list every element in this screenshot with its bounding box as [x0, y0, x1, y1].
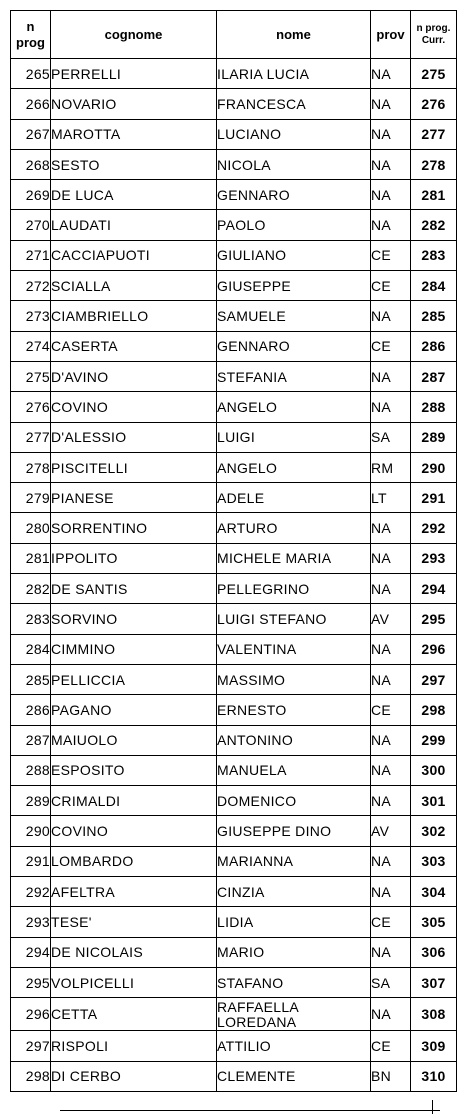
header-row [11, 11, 457, 59]
row-n-prog-curr: 293 [411, 543, 457, 573]
row-cognome: CACCIAPUOTI [51, 240, 217, 270]
row-cognome: AFELTRA [51, 877, 217, 907]
table-row [11, 1031, 457, 1061]
row-n-prog: 266 [11, 89, 51, 119]
row-n-prog-curr: 297 [411, 664, 457, 694]
table-row [11, 422, 457, 452]
row-n-prog-curr: 309 [411, 1031, 457, 1061]
row-cognome: IPPOLITO [51, 543, 217, 573]
header-nome: nome [217, 11, 371, 59]
row-nome: GIULIANO [217, 240, 371, 270]
row-n-prog-curr: 300 [411, 755, 457, 785]
row-prov: AV [371, 816, 411, 846]
row-nome: LUCIANO [217, 119, 371, 149]
row-nome: GENNARO [217, 180, 371, 210]
row-nome: MANUELA [217, 755, 371, 785]
row-cognome: DE NICOLAIS [51, 937, 217, 967]
row-cognome: D'ALESSIO [51, 422, 217, 452]
row-cognome: CRIMALDI [51, 786, 217, 816]
row-n-prog-curr: 298 [411, 695, 457, 725]
table-row [11, 816, 457, 846]
header-n-prog [11, 11, 51, 59]
row-nome: VALENTINA [217, 634, 371, 664]
row-n-prog: 289 [11, 786, 51, 816]
row-n-prog: 297 [11, 1031, 51, 1061]
row-prov: CE [371, 695, 411, 725]
table-row [11, 937, 457, 967]
row-n-prog: 270 [11, 210, 51, 240]
row-nome: ADELE [217, 483, 371, 513]
row-prov: NA [371, 180, 411, 210]
row-cognome: PERRELLI [51, 59, 217, 89]
roster-sheet [10, 10, 456, 1092]
row-nome: STAFANO [217, 967, 371, 997]
row-n-prog: 280 [11, 513, 51, 543]
row-n-prog: 272 [11, 271, 51, 301]
row-nome: FRANCESCA [217, 89, 371, 119]
header-n-prog-line2: prog [16, 34, 45, 50]
table-row [11, 755, 457, 785]
row-cognome: LAUDATI [51, 210, 217, 240]
footer-tick [432, 1100, 433, 1114]
row-n-prog-curr: 286 [411, 331, 457, 361]
table-row [11, 725, 457, 755]
row-n-prog: 292 [11, 877, 51, 907]
table-row [11, 361, 457, 391]
row-n-prog-curr: 275 [411, 59, 457, 89]
table-row [11, 846, 457, 876]
table-row [11, 543, 457, 573]
row-n-prog-curr: 308 [411, 998, 457, 1031]
row-nome: GIUSEPPE DINO [217, 816, 371, 846]
row-n-prog: 278 [11, 452, 51, 482]
row-nome: LIDIA [217, 907, 371, 937]
row-cognome: DE SANTIS [51, 574, 217, 604]
row-n-prog-curr: 291 [411, 483, 457, 513]
row-n-prog-curr: 277 [411, 119, 457, 149]
header-n-prog-line1: n [26, 18, 35, 34]
row-n-prog: 294 [11, 937, 51, 967]
row-prov: NA [371, 574, 411, 604]
row-nome: PAOLO [217, 210, 371, 240]
row-nome: ANGELO [217, 392, 371, 422]
row-n-prog-curr: 303 [411, 846, 457, 876]
table-row [11, 574, 457, 604]
row-n-prog-curr: 301 [411, 786, 457, 816]
row-n-prog: 291 [11, 846, 51, 876]
row-prov: NA [371, 725, 411, 755]
row-prov: NA [371, 119, 411, 149]
row-n-prog-curr: 310 [411, 1061, 457, 1091]
row-prov: NA [371, 301, 411, 331]
table-row [11, 634, 457, 664]
row-prov: NA [371, 149, 411, 179]
row-n-prog: 287 [11, 725, 51, 755]
row-prov: NA [371, 543, 411, 573]
row-cognome: MAROTTA [51, 119, 217, 149]
row-n-prog: 288 [11, 755, 51, 785]
row-n-prog-curr: 292 [411, 513, 457, 543]
row-nome: MARIO [217, 937, 371, 967]
row-nome: PELLEGRINO [217, 574, 371, 604]
row-n-prog-curr: 284 [411, 271, 457, 301]
row-prov: SA [371, 967, 411, 997]
row-cognome: COVINO [51, 392, 217, 422]
header-curr-line1: n prog. [416, 22, 451, 34]
row-n-prog-curr: 289 [411, 422, 457, 452]
row-cognome: VOLPICELLI [51, 967, 217, 997]
row-n-prog: 286 [11, 695, 51, 725]
row-n-prog-curr: 306 [411, 937, 457, 967]
row-nome: RAFFAELLA LOREDANA [217, 998, 371, 1031]
row-n-prog: 293 [11, 907, 51, 937]
row-n-prog: 281 [11, 543, 51, 573]
header-curr-line2: Curr. [421, 34, 446, 46]
row-n-prog-curr: 287 [411, 361, 457, 391]
row-nome: ANTONINO [217, 725, 371, 755]
row-nome: ERNESTO [217, 695, 371, 725]
row-n-prog: 285 [11, 664, 51, 694]
row-prov: NA [371, 59, 411, 89]
table-row [11, 786, 457, 816]
table-row [11, 664, 457, 694]
table-row [11, 998, 457, 1031]
row-prov: NA [371, 998, 411, 1031]
roster-table [10, 10, 457, 1092]
row-n-prog-curr: 302 [411, 816, 457, 846]
row-nome: CINZIA [217, 877, 371, 907]
row-n-prog: 282 [11, 574, 51, 604]
row-n-prog: 274 [11, 331, 51, 361]
row-nome: MICHELE MARIA [217, 543, 371, 573]
row-prov: NA [371, 755, 411, 785]
table-row [11, 210, 457, 240]
row-prov: BN [371, 1061, 411, 1091]
row-n-prog-curr: 278 [411, 149, 457, 179]
row-nome: STEFANIA [217, 361, 371, 391]
row-cognome: CIMMINO [51, 634, 217, 664]
row-cognome: LOMBARDO [51, 846, 217, 876]
row-n-prog: 295 [11, 967, 51, 997]
row-nome: NICOLA [217, 149, 371, 179]
row-cognome: NOVARIO [51, 89, 217, 119]
row-n-prog-curr: 283 [411, 240, 457, 270]
row-n-prog: 269 [11, 180, 51, 210]
row-n-prog: 290 [11, 816, 51, 846]
row-n-prog-curr: 305 [411, 907, 457, 937]
table-row [11, 271, 457, 301]
row-prov: NA [371, 361, 411, 391]
table-row [11, 1061, 457, 1091]
row-prov: CE [371, 240, 411, 270]
row-prov: CE [371, 331, 411, 361]
row-prov: CE [371, 907, 411, 937]
row-prov: NA [371, 877, 411, 907]
row-n-prog-curr: 288 [411, 392, 457, 422]
table-row [11, 331, 457, 361]
row-n-prog: 284 [11, 634, 51, 664]
row-nome: LUIGI STEFANO [217, 604, 371, 634]
table-row [11, 907, 457, 937]
row-n-prog: 267 [11, 119, 51, 149]
row-n-prog-curr: 307 [411, 967, 457, 997]
row-cognome: SESTO [51, 149, 217, 179]
row-prov: CE [371, 271, 411, 301]
row-n-prog: 265 [11, 59, 51, 89]
row-cognome: SCIALLA [51, 271, 217, 301]
row-n-prog: 268 [11, 149, 51, 179]
row-n-prog: 271 [11, 240, 51, 270]
row-cognome: DE LUCA [51, 180, 217, 210]
row-prov: NA [371, 664, 411, 694]
row-nome: ILARIA LUCIA [217, 59, 371, 89]
row-n-prog-curr: 299 [411, 725, 457, 755]
table-row [11, 604, 457, 634]
row-nome: CLEMENTE [217, 1061, 371, 1091]
row-prov: NA [371, 89, 411, 119]
header-cognome: cognome [51, 11, 217, 59]
row-cognome: RISPOLI [51, 1031, 217, 1061]
row-prov: CE [371, 1031, 411, 1061]
row-nome: SAMUELE [217, 301, 371, 331]
row-n-prog-curr: 281 [411, 180, 457, 210]
row-cognome: CIAMBRIELLO [51, 301, 217, 331]
row-prov: NA [371, 846, 411, 876]
row-prov: NA [371, 513, 411, 543]
table-row [11, 59, 457, 89]
table-row [11, 392, 457, 422]
row-prov: NA [371, 786, 411, 816]
row-cognome: CETTA [51, 998, 217, 1031]
row-cognome: D'AVINO [51, 361, 217, 391]
row-n-prog-curr: 296 [411, 634, 457, 664]
row-n-prog: 273 [11, 301, 51, 331]
row-n-prog-curr: 276 [411, 89, 457, 119]
row-cognome: CASERTA [51, 331, 217, 361]
row-prov: RM [371, 452, 411, 482]
row-n-prog: 275 [11, 361, 51, 391]
row-cognome: SORVINO [51, 604, 217, 634]
table-row [11, 119, 457, 149]
row-cognome: MAIUOLO [51, 725, 217, 755]
table-row [11, 513, 457, 543]
header-prov: prov [371, 11, 411, 59]
row-n-prog-curr: 295 [411, 604, 457, 634]
row-prov: NA [371, 937, 411, 967]
row-prov: NA [371, 634, 411, 664]
row-cognome: PISCITELLI [51, 452, 217, 482]
row-cognome: COVINO [51, 816, 217, 846]
row-nome: ARTURO [217, 513, 371, 543]
row-n-prog: 298 [11, 1061, 51, 1091]
footer-rule [60, 1110, 440, 1111]
row-nome: GENNARO [217, 331, 371, 361]
row-nome: GIUSEPPE [217, 271, 371, 301]
row-cognome: TESE' [51, 907, 217, 937]
row-n-prog-curr: 294 [411, 574, 457, 604]
table-row [11, 301, 457, 331]
row-nome: DOMENICO [217, 786, 371, 816]
row-n-prog-curr: 282 [411, 210, 457, 240]
row-n-prog: 283 [11, 604, 51, 634]
row-n-prog-curr: 285 [411, 301, 457, 331]
row-n-prog: 279 [11, 483, 51, 513]
row-n-prog-curr: 290 [411, 452, 457, 482]
row-cognome: PELLICCIA [51, 664, 217, 694]
table-row [11, 695, 457, 725]
row-nome: ANGELO [217, 452, 371, 482]
table-row [11, 89, 457, 119]
row-cognome: PAGANO [51, 695, 217, 725]
row-n-prog: 277 [11, 422, 51, 452]
row-n-prog: 276 [11, 392, 51, 422]
table-row [11, 877, 457, 907]
table-row [11, 967, 457, 997]
table-row [11, 149, 457, 179]
roster-body [11, 59, 457, 1092]
row-nome: ATTILIO [217, 1031, 371, 1061]
header-n-prog-curr [411, 11, 457, 59]
row-prov: LT [371, 483, 411, 513]
row-nome: LUIGI [217, 422, 371, 452]
row-cognome: PIANESE [51, 483, 217, 513]
row-nome: MARIANNA [217, 846, 371, 876]
row-n-prog: 296 [11, 998, 51, 1031]
row-cognome: ESPOSITO [51, 755, 217, 785]
row-prov: SA [371, 422, 411, 452]
row-nome: MASSIMO [217, 664, 371, 694]
row-prov: NA [371, 392, 411, 422]
row-prov: NA [371, 210, 411, 240]
row-n-prog-curr: 304 [411, 877, 457, 907]
table-row [11, 483, 457, 513]
row-cognome: SORRENTINO [51, 513, 217, 543]
table-row [11, 240, 457, 270]
row-cognome: DI CERBO [51, 1061, 217, 1091]
table-row [11, 180, 457, 210]
row-prov: AV [371, 604, 411, 634]
table-row [11, 452, 457, 482]
